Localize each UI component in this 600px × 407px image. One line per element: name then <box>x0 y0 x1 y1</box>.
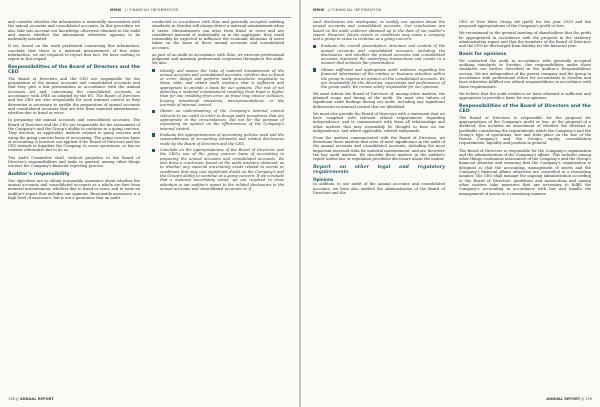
square-bullet-icon <box>313 68 316 71</box>
bullet-item <box>152 133 284 146</box>
bullet-text: Evaluate the appropriateness of accounting policies used and the reasonableness of accounting estimates and related disclosures made by the Board of Directors and the CEO. <box>160 133 284 146</box>
paragraph: We must also provide the Board of Directors with a statement that we have complied with relevant ethical requirements regarding independence, and to communicate with them all relationships and other matters that may reasonably be thought to bear on our independence, and where applicable, related safeguards. <box>313 111 445 133</box>
paragraph: CEO of New Wave Group AB (publ) for the year 2020 and the proposed appropriations of the Company's profit or loss. <box>459 20 591 29</box>
section-heading: Basis for opinions <box>459 52 507 58</box>
paragraph: The Board of Directors and the CEO are responsible for the preparation of the annual accounts and consolidated accounts and that they give a fair presentation in accordance with the Annual Accounts Act and, concerning the consolidated accounts, in accordance with IFRS as adopted by the EU. The Board of Directors and the CEO are also responsible for such internal control as they determine is necessary to enable the preparation of annual accounts and consolidated accounts that are free from material misstatement, whether due to fraud or error. <box>8 76 140 116</box>
header-separator: // <box>328 8 331 12</box>
paragraph: The Board of Directors is responsible for the proposal for appropriations of the Company's profit or loss. At the proposal of a dividend, this includes an assessment of whether the dividend is justifiable considering the requirements which the Company's and the Group's type of operations, size and risks place on the size of the Parent Company's and the Group's equity, consolidation requirements, liquidity and position in general. <box>459 115 591 146</box>
square-bullet-icon <box>152 69 155 72</box>
right-column-2 <box>459 20 591 199</box>
bullet-text: Obtain an understanding of the Company's internal control relevant to our audit in order to design audit procedures that are appropriate in the circumstances, but not for the purpose of expressing an opinion on the effectiveness of the Company's internal control. <box>160 109 284 131</box>
bullet-text: Identify and assess the risks of material misstatement of the annual accounts and consolidated accounts, whether due to fraud or error, design and perform audit procedures responsive to those risks, and obtain audit evidence that is sufficient and appropriate to provide a basis for our opinions. The risk of not detecting a material misstatement resulting from fraud is higher than for one resulting from error, as fraud may involve collusion, forgery, intentional omissions, misrepresentations, or the override of internal control. <box>160 68 284 107</box>
header-section <box>125 8 178 12</box>
paragraph: and consider whether the information is materially inconsistent with the annual accounts and consolidated accounts. In this procedure we also take into account our knowledge otherwise obtained in the audit and assess whether the information otherwise appears to be materially misstated. <box>8 20 140 42</box>
left-page <box>0 0 299 407</box>
bullet-item <box>152 148 284 191</box>
bullet-text: Evaluate the overall presentation, structure and content of the annual accounts and consolidated accounts, including the disclosures, and whether the annual accounts and consolidated accounts represent the underlying transactions and events in a manner that achieves fair presentation. <box>321 44 445 66</box>
paragraph: Our objectives are to obtain reasonable assurance about whether the annual accounts and consolidated accounts as a whole are free from material misstatement, whether due to fraud or error, and to issue an auditor's report that includes our opinions. Reasonable assurance is a high level of assurance, but is not a guarantee that an audit <box>8 178 140 200</box>
section-heading: Report on other legal and regulatory requirements <box>313 165 445 176</box>
page-footer <box>546 397 592 401</box>
section-heading: Responsibilities of the Board of Directors and the CEO <box>8 64 140 76</box>
square-bullet-icon <box>313 45 316 48</box>
footer-separator: // <box>581 397 584 401</box>
section-heading: Auditor's responsibility <box>8 171 70 177</box>
right-page <box>301 0 600 407</box>
footer-title: ANNUAL REPORT <box>546 397 581 401</box>
header-section-title: FINANCIAL INFORMATION <box>332 8 382 12</box>
paragraph: The Board of Directors is responsible for the Company's organization and the administration of the Company's affairs. This includes among other things continuous assessment of the Company's and the Group's financial situation and ensuring that the Company's organization is designed so that the accounting, management of assets and the Company's financial affairs otherwise are controlled in a reassuring manner. The CEO shall manage the ongoing administration according to the Board of Directors' guidelines and instructions and among other matters take measures that are necessary to fulfill the Company's accounting in accordance with law and handle the management of assets in a reassuring manner. <box>459 148 591 196</box>
bullet-text: Conclude on the appropriateness of the Board of Directors' and the CEO's use of the going concern basis of accounting in preparing the annual accounts and consolidated accounts. We also draw a conclusion, based on the audit evidence obtained, as to whether any material uncertainty exists related to events or conditions that may cast significant doubt on the Company's and the Group's ability to continue as a going concern. If we conclude that a material uncertainty exists, we are required to draw attention in our auditor's report to the related disclosures in the annual accounts and consolidated accounts or, if <box>160 148 284 191</box>
left-column-2 <box>152 20 284 193</box>
paragraph: We believe that the audit evidence we have obtained is sufficient and appropriate to provide a basis for our opinions. <box>459 91 591 100</box>
paragraph: As part of an audit in accordance with ISAs, we exercise professional judgment and maintain professional scepticism throughout the audit. We also: <box>152 52 284 66</box>
paragraph: We recommend to the general meeting of shareholders that the profit be appropriated in accordance with the proposal in the statutory administration report and that the members of the Board of Directors and the CEO be discharged from liability for the financial year. <box>459 31 591 49</box>
header-rule <box>110 17 291 18</box>
section-heading: Responsibilities of the Board of Directors and the CEO <box>459 103 591 114</box>
paragraph: If we, based on the work performed concerning this information, conclude that there is a material misstatement of this other information, we are required to report that fact. We have nothing to report in this regard. <box>8 44 140 62</box>
page-number: 138 <box>8 397 15 401</box>
bullet-text: Obtain sufficient and appropriate audit evidence regarding the financial information of the entities or business activities within the group to express an opinion on the consolidated accounts. We are responsible for the direction, supervision and performance of the group audit. We remain solely responsible for our opinions. <box>321 67 445 90</box>
square-bullet-icon <box>152 110 155 113</box>
page-number: 139 <box>585 397 592 401</box>
page-header <box>301 6 600 16</box>
paragraph: such disclosures are inadequate, to modify our opinion about the annual accounts and consolidated accounts. Our conclusions are based on the audit evidence obtained up to the date of our auditor's report. However, future events or conditions may cause a company and a group to cease to continue as a going concern. <box>313 20 445 42</box>
header-separator: // <box>125 8 128 12</box>
bullet-item <box>313 68 445 89</box>
paragraph: We conducted the audit in accordance with generally accepted auditing standards in Sweden. Our responsibilities under those standards are further described in the Auditor's Responsibilities section. We are independent of the parent company and the group in accordance with professional ethics for accountants in Sweden and have otherwise fulfilled our ethical responsibilities in accordance with these requirements. <box>459 58 591 89</box>
left-column-1 <box>8 20 140 203</box>
header-section-title: FINANCIAL INFORMATION <box>129 8 179 12</box>
header-brand: MMW <box>313 8 325 12</box>
right-column-1 <box>313 20 445 198</box>
paragraph: conducted in accordance with ISAs and generally accepted auditing standards in Sweden will always detect a material misstatement when it exists. Misstatements can arise from fraud or error and are considered material if, individually or in the aggregate, they could reasonably be expected to influence the economic decisions of users taken on the basis of these annual accounts and consolidated accounts. <box>152 20 284 50</box>
bullet-item <box>152 69 284 108</box>
bullet-item <box>152 109 284 130</box>
square-bullet-icon <box>152 149 155 152</box>
subheading: Opinions <box>313 176 334 182</box>
paragraph: From the matters communicated with the Board of Directors, we determine those matters that were of most significance in the audit of the annual accounts and consolidated accounts, including the most important assessed risks for material misstatement, and are therefore the key audit matters. We describe these matters in the auditor's report unless law or regulation precludes disclosure about the matter. <box>313 135 445 162</box>
header-section <box>328 8 381 12</box>
header-brand: MMW <box>110 8 122 12</box>
footer-title: ANNUAL REPORT <box>19 397 54 401</box>
paragraph: We must inform the Board of Directors of, among other matters, the planned scope and timing of the audit. We must also inform of significant audit findings during our audit, including any significant deficiencies in internal control that we identified. <box>313 91 445 109</box>
paragraph: In addition to our audit of the annual accounts and consolidated accounts, we have also audited the administration of the Board of Directors and the <box>313 182 445 195</box>
paragraph: The Audit Committee shall, without prejudice to the Board of Director's responsibilities and tasks in general, among other things oversee the Company's financial reporting process. <box>8 155 140 169</box>
page-header <box>0 6 299 16</box>
bullet-item <box>313 44 445 65</box>
footer-separator: // <box>16 397 19 401</box>
page-footer <box>8 397 54 401</box>
header-rule <box>313 17 442 18</box>
paragraph: In preparing the annual accounts and consolidated accounts, The Board of Directors and the CEO are responsible for the assessment of the Company's and the Group's ability to continue as a going concern. They disclose, as applicable, matters related to going concern and using the going concern basis of accounting. The going concern basis of accounting is however not applied if the Board of Directors and the CEO intends to liquidate the Company, to cease operations, or has no realistic alternative but to do so. <box>8 118 140 153</box>
square-bullet-icon <box>152 133 155 136</box>
